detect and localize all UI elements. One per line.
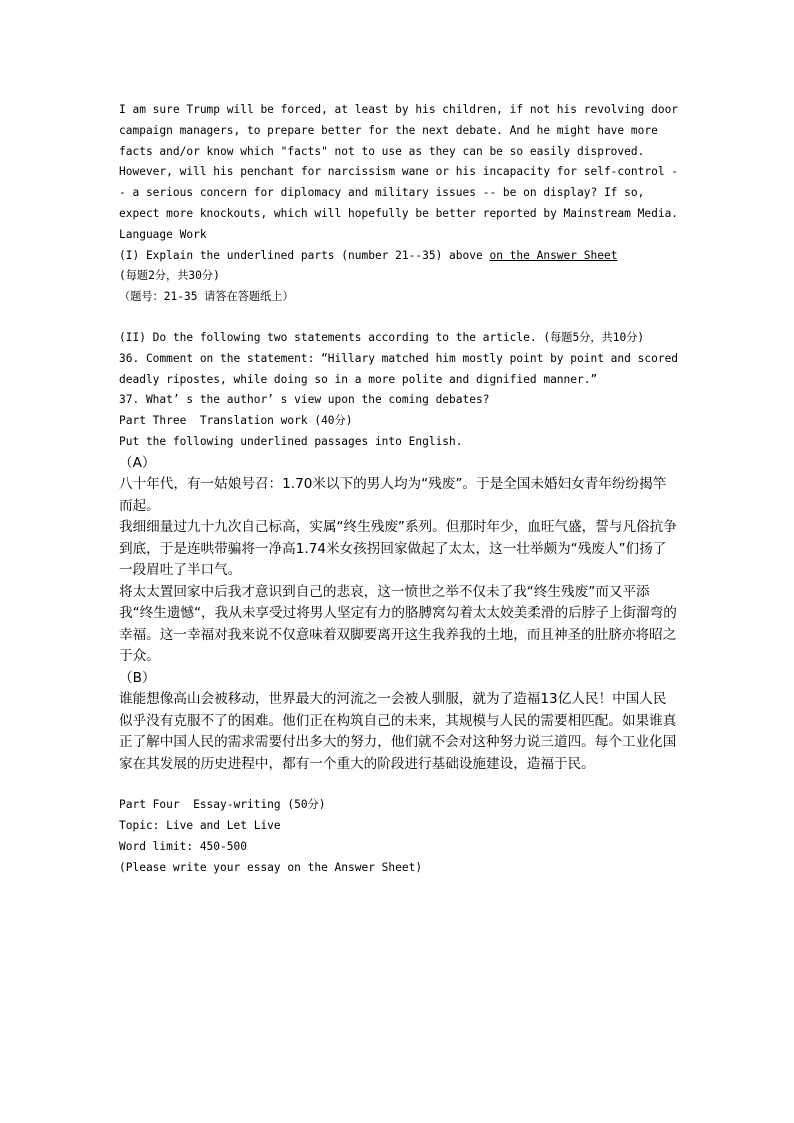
- section-a-label: （A）: [119, 454, 156, 471]
- language-work-heading: Language Work: [119, 227, 207, 241]
- section-b-paragraph-1: 谁能想像高山会被移动，世界最大的河流之一会被人驯服，就为了造福13亿人民！中国人民似乎没有克服不了的困难。他们正在构筑自己的未来，其规模与人民的需要相匹配。如果谁真正了解中国人民的需求需要付出多大的努力，他们就不会对这种努力说三道四。每个工业化国家在其发展的历史进程中，都有一个重大的阶段进行基础设施建设，造福于民。: [119, 691, 677, 772]
- document-page: [119, 100, 685, 878]
- section-a-paragraph-1: 八十年代，有一姑娘号召：1.70米以下的男人均为“残废”。于是全国未婚妇女青年纷纷揭竿而起。: [119, 476, 667, 514]
- translation-heading: Part Three Translation work (40分): [119, 414, 353, 428]
- part2-instruction: (II) Do the following two statements according to the article. (每题5分，共10分): [119, 330, 645, 344]
- spacer: [119, 775, 679, 795]
- question-36: 36. Comment on the statement: “Hillary matched him mostly point by point and scored deadly ripostes, while doing so in a more polite and dignified manner.”: [119, 351, 685, 386]
- section-a-paragraph-3: 将太太置回家中后我才意识到自己的悲哀，这一愤世之举不仅未了我“终生残废”而又平添我“终生遗憾“，我从未享受过将男人坚定有力的胳膊窝勾着太太姣美柔滑的后脖子上街溜弯的幸福。这一幸福对我来说不仅意味着双脚要离开这生我养我的土地，而且神圣的肚脐亦将昭之于众。: [119, 583, 677, 665]
- part1-score: (每题2分，共30分): [119, 269, 220, 283]
- section-a-paragraph-2: 我细细量过九十九次自己标高，实属“终生残废”系列。但那时年少，血旺气盛，誓与凡俗抗争到底，于是连哄带骗将一净高1.74米女孩拐回家做起了太太，这一壮举颇为“残废人”们扬了一段眉吐了半口气。: [119, 519, 677, 579]
- part1-instruction: [119, 246, 679, 267]
- essay-note: (Please write your essay on the Answer Sheet): [119, 860, 423, 874]
- part1-note: （题号：21-35 请答在答题纸上）: [119, 290, 294, 304]
- essay-topic: Topic: Live and Let Live: [119, 819, 281, 833]
- section-b-label: （B）: [119, 669, 156, 686]
- question-37: 37. What’ s the author’ s view upon the coming debates?: [119, 393, 490, 407]
- essay-word-limit: Word limit: 450-500: [119, 839, 247, 853]
- essay-heading: Part Four Essay-writing (50分): [119, 798, 326, 812]
- translation-instruction: Put the following underlined passages into English.: [119, 434, 463, 448]
- spacer: [119, 308, 679, 328]
- article-paragraph: I am sure Trump will be forced, at least by his children, if not his revolving door campaign managers, to prepare better for the next debate. And he might have more facts and/or know which "facts" not to use as they can be so easily disproved. However, will his penchant for narcissism wane or his incapacity for self-control -- a serious concern for diplomacy and military issues -- be on display? If so, expect more knockouts, which will hopefully be better reported by Mainstream Media.: [119, 103, 685, 220]
- answer-sheet-underline: on the Answer Sheet: [489, 248, 618, 262]
- part1-text: (I) Explain the underlined parts (number 21--35) above: [119, 248, 490, 262]
